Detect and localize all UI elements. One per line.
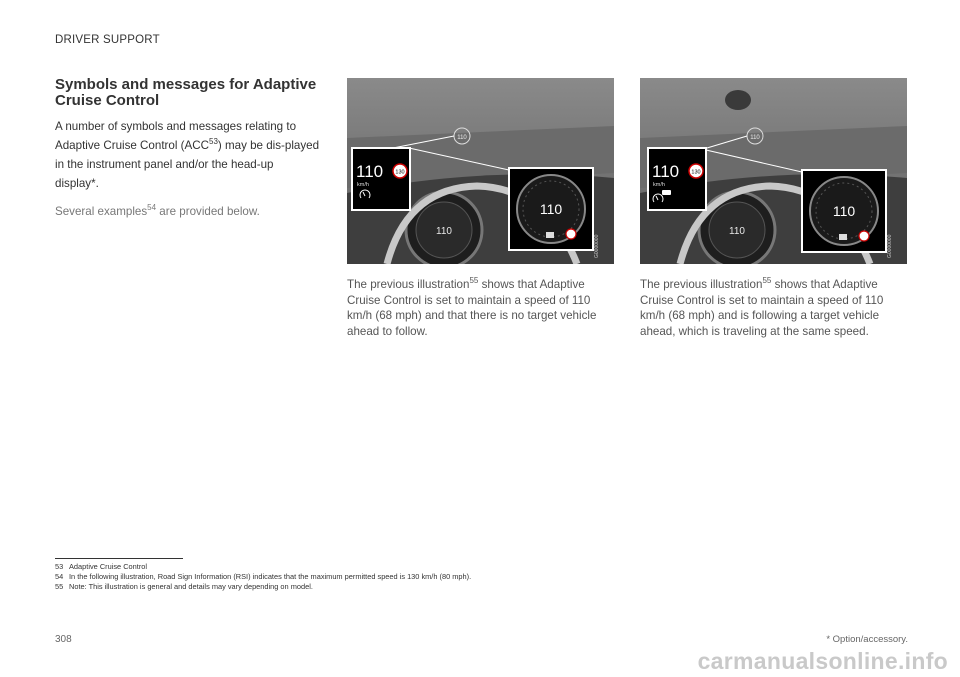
footnote-ref-54[interactable]: 54 [147, 203, 157, 213]
footnote-ref-55[interactable]: 55 [469, 276, 479, 286]
hud-speed: 110 [750, 135, 760, 141]
footnote-ref-53[interactable]: 53 [209, 137, 218, 147]
watermark: carmanualsonline.info [697, 648, 948, 674]
cluster-speed: 110 [832, 203, 856, 219]
cluster-speed: 110 [539, 201, 563, 217]
cluster-speed-small: 110 [436, 226, 452, 237]
illustration-no-target [347, 78, 614, 264]
hud-zoom-speed: 110 [652, 162, 680, 181]
cluster-speed-small: 110 [729, 226, 745, 237]
footnote-55: 55 Note: This illustration is general and details may vary depending on model. [55, 581, 313, 591]
intro-paragraph: A number of symbols and messages relating to Adaptive Cruise Control (ACC$^{53}$) may be dis-played in the instrument panel and/or the head-up display*. [55, 120, 320, 190]
intro-column [55, 77, 320, 221]
section-label: DRIVER SUPPORT [55, 34, 160, 46]
road-sign-limit: 130 [691, 169, 701, 176]
footnote-ref-55[interactable]: 55 [762, 276, 772, 286]
option-note: * Option/accessory. [826, 634, 908, 645]
caption-following-target: The previous illustration$^{55}$ shows that Adaptive Cruise Control is set to maintain a speed of 110 km/h (68 mph) and is following a target vehicle ahead, which is traveling at the same speed. [640, 276, 884, 338]
cluster-zoom-panel [509, 168, 593, 250]
figure-code: G0000000 [594, 234, 600, 258]
hud-zoom-panel [352, 148, 410, 210]
target-vehicle [725, 90, 751, 110]
footnote-54: 54 In the following illustration, Road Sign Information (RSI) indicates that the maximum permitted speed is 130 km/h (80 mph). [55, 571, 472, 581]
road-sign-limit: 130 [395, 169, 405, 176]
footnote-divider [55, 558, 183, 559]
footnotes [55, 562, 915, 591]
cluster-zoom-panel [802, 170, 886, 252]
page-number: 308 [55, 634, 72, 645]
examples-paragraph: Several examples$^{54}$ are provided below. [55, 203, 260, 218]
illustration-following-target [640, 78, 907, 264]
hud-speed: 110 [457, 135, 467, 141]
hud-zoom-speed: 110 [356, 162, 384, 181]
page-title: Symbols and messages for Adaptive Cruise Control [55, 76, 317, 109]
footnote-53: 53 Adaptive Cruise Control [55, 562, 148, 571]
hud-unit: km/h [653, 182, 665, 188]
hud-zoom-panel [648, 148, 706, 210]
figure-code: G0000000 [887, 234, 893, 258]
hud-unit: km/h [357, 182, 369, 188]
target-vehicle-icon [662, 190, 671, 195]
caption-no-target: The previous illustration$^{55}$ shows that Adaptive Cruise Control is set to maintain a speed of 110 km/h (68 mph) and that there is no target vehicle ahead to follow. [347, 276, 597, 338]
